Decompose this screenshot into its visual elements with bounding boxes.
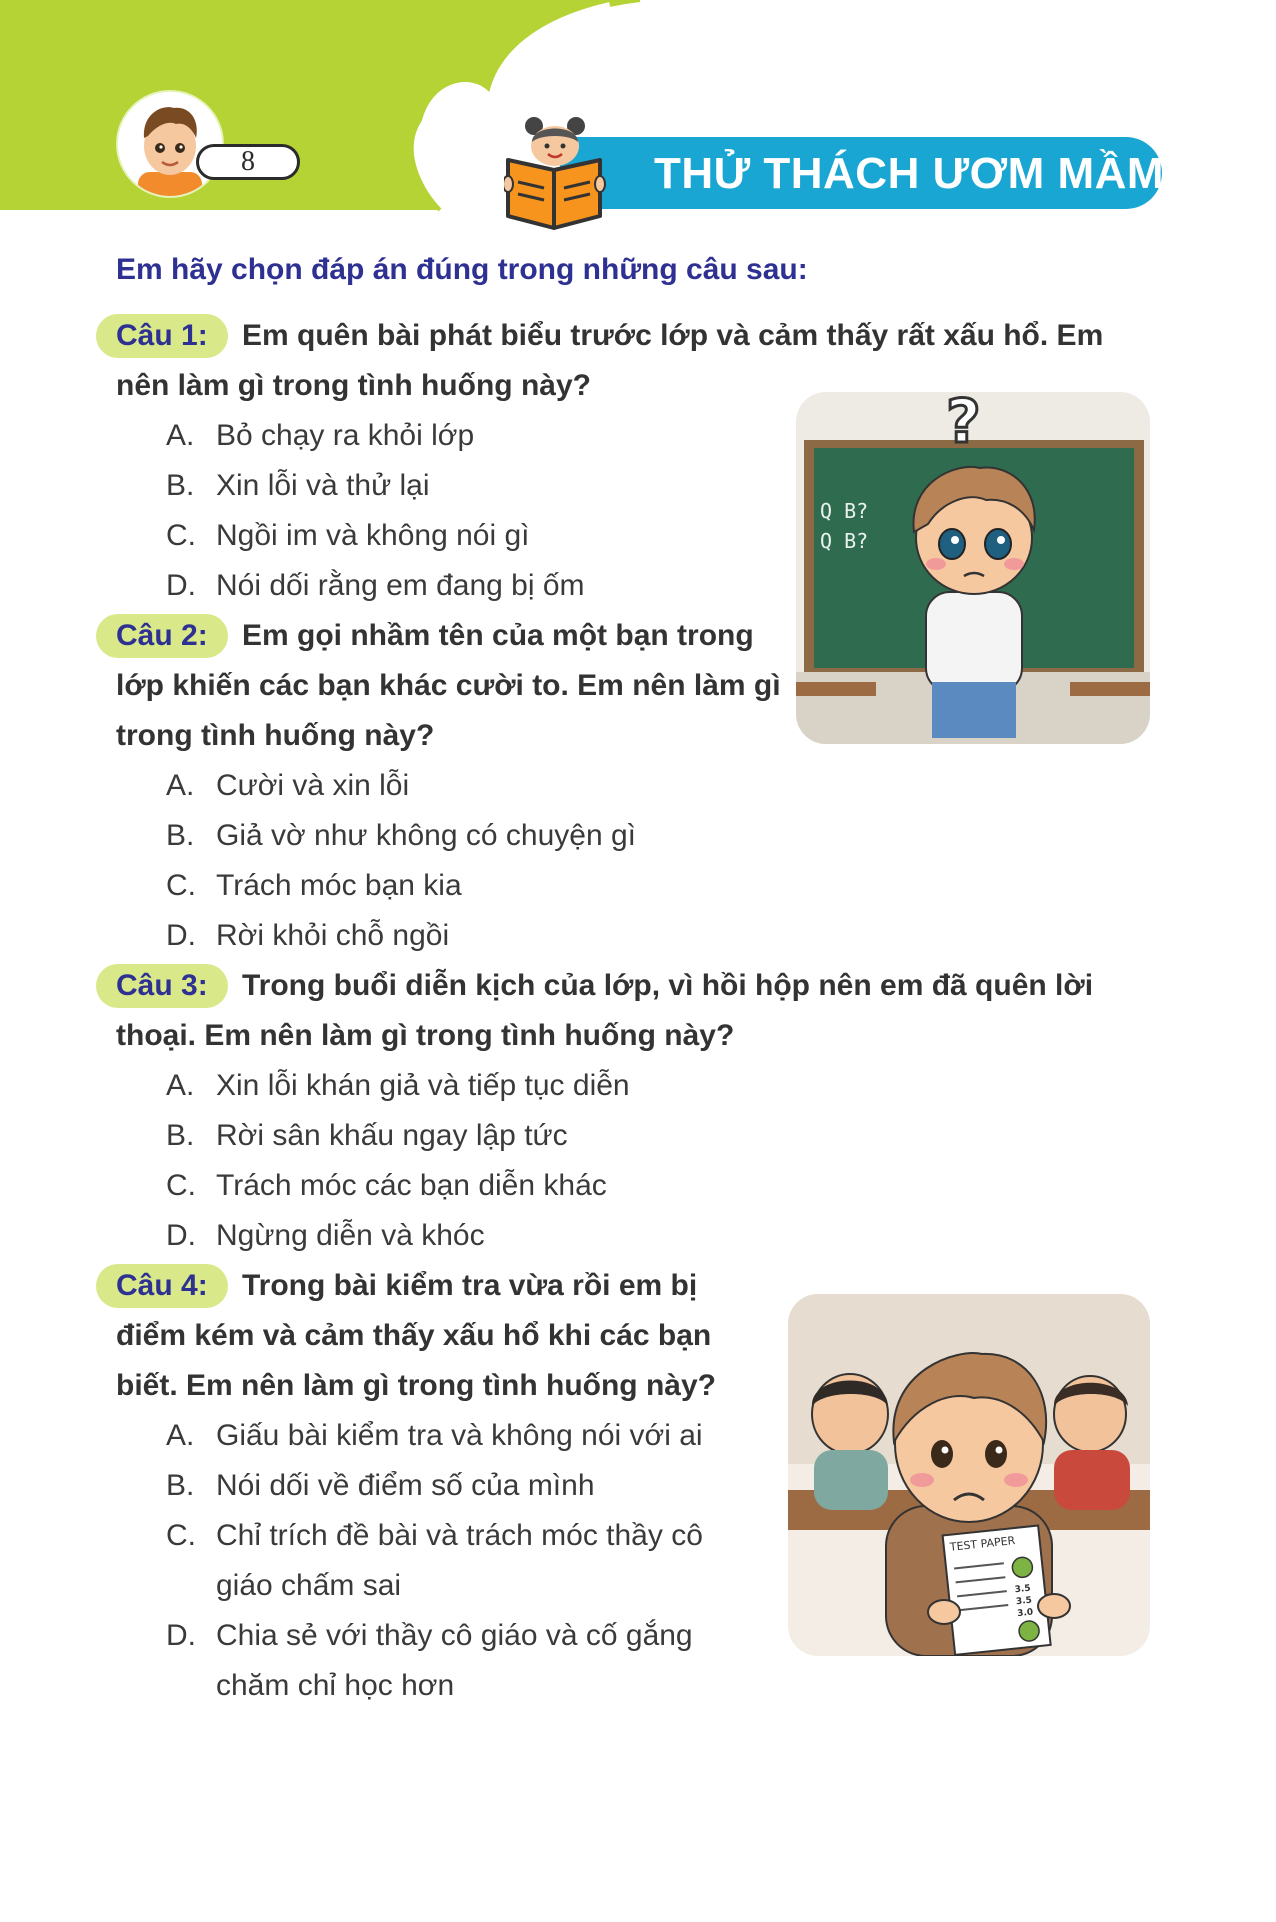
- question-1-option-a[interactable]: A. Bỏ chạy ra khỏi lớp: [166, 419, 475, 452]
- question-2-option-b[interactable]: B. Giả vờ như không có chuyện gì: [166, 819, 636, 852]
- question-4-label: Câu 4:: [96, 1264, 228, 1308]
- question-3-label: Câu 3:: [96, 964, 228, 1008]
- question-4-option-a[interactable]: A. Giấu bài kiểm tra và không nói với ai: [166, 1419, 703, 1452]
- page-title: THỬ THÁCH ƯƠM MẦM: [654, 149, 1165, 198]
- question-3-option-c[interactable]: C. Trách móc các bạn diễn khác: [166, 1169, 607, 1202]
- question-3-option-a[interactable]: A. Xin lỗi khán giả và tiếp tục diễn: [166, 1069, 630, 1102]
- test-paper-title: TEST PAPER: [949, 1534, 1016, 1554]
- page-number: 8: [196, 144, 300, 180]
- question-1-line-1: Em quên bài phát biểu trước lớp và cảm thấy rất xấu hổ. Em: [242, 319, 1104, 352]
- board-text-2: Q B?: [820, 529, 869, 553]
- question-1-option-d[interactable]: D. Nói dối rằng em đang bị ốm: [166, 569, 585, 602]
- boy-avatar: [118, 92, 222, 196]
- test-paper-boy-illustration: [788, 1294, 1150, 1656]
- question-1-option-b[interactable]: B. Xin lỗi và thử lại: [166, 469, 430, 502]
- question-2-option-c[interactable]: C. Trách móc bạn kia: [166, 869, 462, 902]
- score-1: 3.5: [1014, 1583, 1032, 1596]
- question-4-option-d-continued: chăm chỉ học hơn: [216, 1669, 455, 1702]
- question-1-line-2: nên làm gì trong tình huống này?: [116, 369, 591, 402]
- confused-boy-illustration: [796, 392, 1150, 744]
- board-text-1: Q B?: [820, 499, 869, 523]
- instruction-text: Em hãy chọn đáp án đúng trong những câu sau:: [116, 253, 808, 286]
- score-3: 3.0: [1016, 1607, 1034, 1620]
- question-3-option-b[interactable]: B. Rời sân khấu ngay lập tức: [166, 1119, 568, 1152]
- question-4-line-2: điểm kém và cảm thấy xấu hổ khi các bạn: [116, 1319, 712, 1352]
- question-3-line-1: Trong buổi diễn kịch của lớp, vì hồi hộp nên em đã quên lời: [242, 969, 1094, 1002]
- question-4-line-3: biết. Em nên làm gì trong tình huống này?: [116, 1369, 716, 1402]
- svg-text:?: ?: [946, 392, 981, 457]
- question-3-line-2: thoại. Em nên làm gì trong tình huống này?: [116, 1019, 735, 1052]
- score-2: 3.5: [1015, 1595, 1033, 1608]
- question-4-option-b[interactable]: B. Nói dối về điểm số của mình: [166, 1469, 595, 1502]
- question-4-option-c-continued: giáo chấm sai: [216, 1569, 402, 1602]
- reading-book-icon: [504, 112, 624, 232]
- question-1-label: Câu 1:: [96, 314, 228, 358]
- question-4-option-c[interactable]: C. Chỉ trích đề bài và trách móc thầy cô: [166, 1519, 703, 1552]
- question-1-option-c[interactable]: C. Ngồi im và không nói gì: [166, 519, 530, 552]
- question-2-line-3: trong tình huống này?: [116, 719, 435, 752]
- question-4-line-1: Trong bài kiểm tra vừa rồi em bị: [242, 1269, 698, 1302]
- question-2-option-d[interactable]: D. Rời khỏi chỗ ngồi: [166, 919, 450, 952]
- question-3-option-d[interactable]: D. Ngừng diễn và khóc: [166, 1219, 485, 1252]
- question-2-line-2: lớp khiến các bạn khác cười to. Em nên làm gì: [116, 669, 781, 702]
- question-2-option-a[interactable]: A. Cười và xin lỗi: [166, 769, 410, 802]
- question-2-label: Câu 2:: [96, 614, 228, 658]
- question-2-line-1: Em gọi nhầm tên của một bạn trong: [242, 619, 754, 652]
- question-4-option-d[interactable]: D. Chia sẻ với thầy cô giáo và cố gắng: [166, 1619, 693, 1652]
